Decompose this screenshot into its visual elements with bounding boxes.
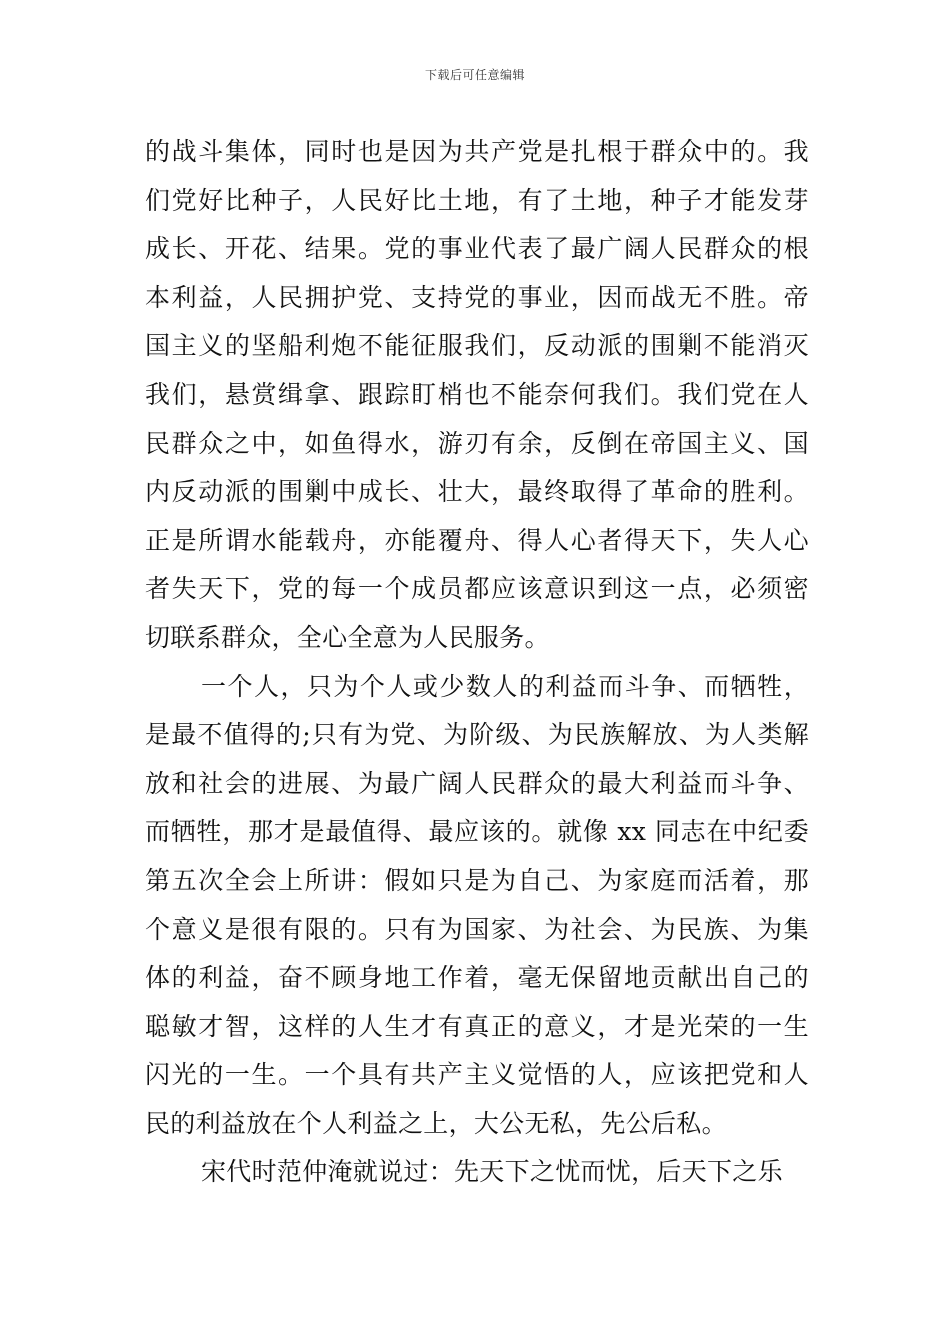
document-body — [145, 128, 809, 1197]
text-line: 一个人，只为个人或少数人的利益而斗争、而牺牲， — [201, 671, 809, 701]
text-line: 本利益，人民拥护党、支持党的事业，因而战无不胜。帝 — [145, 282, 809, 312]
text-line: 我们，悬赏缉拿、跟踪盯梢也不能奈何我们。我们党在人 — [145, 379, 809, 409]
text-line: 闪光的一生。一个具有共产主义觉悟的人，应该把党和人 — [145, 1060, 809, 1090]
text-line: 国主义的坚船利炮不能征服我们，反动派的围剿不能消灭 — [145, 331, 809, 361]
text-line: 们党好比种子，人民好比土地，有了土地，种子才能发芽 — [145, 185, 809, 215]
text-line: 放和社会的进展、为最广阔人民群众的最大利益而斗争、 — [145, 768, 809, 798]
text-line: 的战斗集体，同时也是因为共产党是扎根于群众中的。我 — [145, 137, 809, 166]
text-line: 聪敏才智，这样的人生才有真正的意义，才是光荣的一生 — [145, 1011, 809, 1041]
text-line: 切联系群众，全心全意为人民服务。 — [145, 622, 550, 652]
text-line: 正是所谓水能载舟，亦能覆舟、得人心者得天下，失人心 — [145, 525, 809, 555]
paragraph — [145, 1148, 809, 1197]
paragraph — [145, 128, 809, 663]
text-line: 宋代时范仲淹就说过：先天下之忧而忧，后天下之乐 — [201, 1157, 783, 1187]
text-line: 第五次全会上所讲：假如只是为自己、为家庭而活着，那 — [145, 865, 809, 895]
paragraph — [145, 663, 809, 1149]
text-line: 民群众之中，如鱼得水，游刃有余，反倒在帝国主义、国 — [145, 428, 809, 458]
text-line: 而牺牲，那才是最值得、最应该的。就像 xx 同志在中纪委 — [145, 817, 809, 847]
text-line: 是最不值得的;只有为党、为阶级、为民族解放、为人类解 — [145, 720, 809, 750]
text-line: 者失天下，党的每一个成员都应该意识到这一点，必须密 — [145, 574, 809, 604]
text-line: 民的利益放在个人利益之上，大公无私，先公后私。 — [145, 1108, 727, 1138]
page-header: 下载后可任意编辑 — [424, 68, 525, 82]
text-line: 体的利益，奋不顾身地工作着，毫无保留地贡献出自己的 — [145, 963, 809, 993]
text-line: 内反动派的围剿中成长、壮大，最终取得了革命的胜利。 — [145, 477, 809, 507]
text-line: 个意义是很有限的。只有为国家、为社会、为民族、为集 — [145, 914, 809, 944]
text-line: 成长、开花、结果。党的事业代表了最广阔人民群众的根 — [145, 234, 809, 264]
